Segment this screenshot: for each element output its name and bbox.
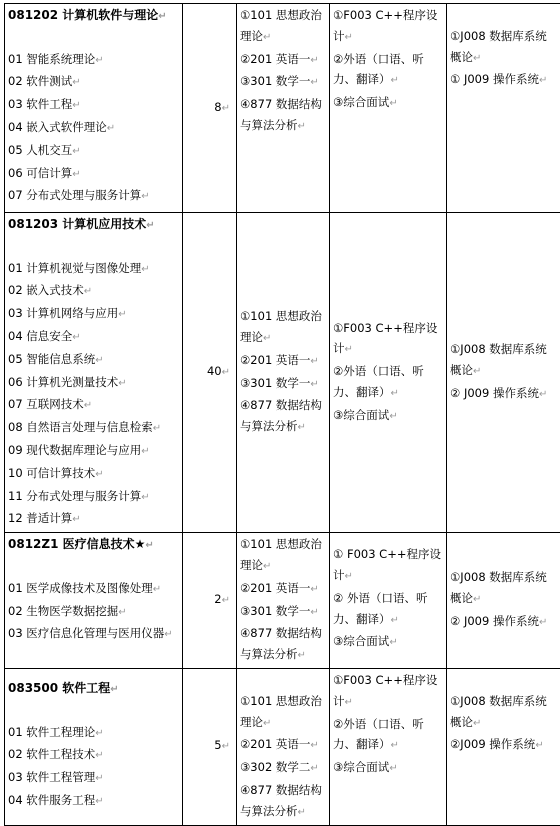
extra-cell (447, 533, 560, 669)
return-mark: ↵ (95, 750, 103, 761)
return-mark: ↵ (345, 344, 353, 355)
direction-item: 01 计算机视觉与图像处理↵ (8, 258, 179, 281)
return-mark: ↵ (539, 75, 547, 86)
return-mark: ↵ (222, 595, 230, 606)
return-mark: ↵ (164, 629, 172, 640)
extra-cell (447, 668, 560, 825)
retest-cell (330, 213, 447, 533)
major-heading: 081202 计算机软件与理论↵ (8, 5, 179, 28)
return-mark: ↵ (72, 332, 80, 343)
return-mark: ↵ (473, 53, 481, 64)
return-mark: ↵ (310, 379, 318, 390)
direction-item: 07 分布式处理与服务计算↵ (8, 185, 179, 208)
return-mark: ↵ (146, 220, 154, 231)
return-mark: ↵ (263, 561, 271, 572)
retest-cell (330, 4, 447, 213)
return-mark: ↵ (84, 286, 92, 297)
quota-cell (183, 213, 237, 533)
return-mark: ↵ (535, 740, 543, 751)
exam-subject: ③301 数学一↵ (240, 601, 326, 624)
return-mark: ↵ (345, 32, 353, 43)
return-mark: ↵ (222, 741, 230, 752)
extra-cell (447, 4, 560, 213)
extra-subject: ①J008 数据库系统概论↵ (450, 567, 557, 611)
return-mark: ↵ (84, 400, 92, 411)
return-mark: ↵ (72, 146, 80, 157)
blank-line (8, 670, 179, 678)
return-mark: ↵ (72, 100, 80, 111)
table-row (5, 4, 560, 213)
direction-item: 04 嵌入式软件理论↵ (8, 117, 179, 140)
blank-line (8, 237, 179, 258)
exam-subject: ②201 英语一↵ (240, 350, 326, 373)
direction-item: 02 软件工程技术↵ (8, 744, 179, 767)
return-mark: ↵ (118, 309, 126, 320)
retest-subject: ② 外语（口语、听力、翻译）↵ (333, 588, 443, 632)
exam-subject: ②201 英语一↵ (240, 578, 326, 601)
quota-count: 5↵ (214, 738, 230, 752)
return-mark: ↵ (153, 584, 161, 595)
return-mark: ↵ (72, 77, 80, 88)
direction-item: 11 分布式处理与服务计算↵ (8, 486, 179, 509)
extra-subject: ①J008 数据库系统概论↵ (450, 691, 557, 735)
exam-subject: ④877 数据结构与算法分析↵ (240, 623, 326, 667)
return-mark: ↵ (310, 356, 318, 367)
table-row (5, 533, 560, 669)
return-mark: ↵ (298, 807, 306, 818)
extra-cell (447, 213, 560, 533)
direction-item: 05 智能信息系统↵ (8, 349, 179, 372)
extra-subject: ①J008 数据库系统概论↵ (450, 339, 557, 383)
retest-subject: ②外语（口语、听力、翻译）↵ (333, 714, 443, 758)
quota-cell (183, 668, 237, 825)
return-mark: ↵ (391, 615, 399, 626)
return-mark: ↵ (263, 333, 271, 344)
exam-subject: ③302 数学二↵ (240, 757, 326, 780)
direction-item: 01 智能系统理论↵ (8, 49, 179, 72)
blank-line (240, 670, 326, 691)
return-mark: ↵ (389, 637, 397, 648)
direction-item: 08 自然语言处理与信息检索↵ (8, 417, 179, 440)
exam-subject: ①101 思想政治理论↵ (240, 306, 326, 350)
direction-item: 06 可信计算↵ (8, 163, 179, 186)
return-mark: ↵ (310, 607, 318, 618)
return-mark: ↵ (539, 617, 547, 628)
retest-subject: ③综合面试↵ (333, 631, 443, 654)
extra-subject: ① J009 操作系统↵ (450, 69, 557, 92)
return-mark: ↵ (263, 32, 271, 43)
retest-subject: ③综合面试↵ (333, 92, 443, 115)
return-mark: ↵ (473, 366, 481, 377)
direction-item: 02 嵌入式技术↵ (8, 280, 179, 303)
blank-line (8, 557, 179, 578)
retest-subject: ①F003 C++程序设计↵ (333, 318, 443, 362)
return-mark: ↵ (95, 796, 103, 807)
return-mark: ↵ (391, 740, 399, 751)
exam-subject: ②201 英语一↵ (240, 734, 326, 757)
quota-cell (183, 4, 237, 213)
return-mark: ↵ (95, 469, 103, 480)
retest-subject: ③综合面试↵ (333, 757, 443, 780)
blank-line (333, 534, 443, 544)
return-mark: ↵ (298, 650, 306, 661)
return-mark: ↵ (391, 388, 399, 399)
direction-item: 06 计算机光测量技术↵ (8, 372, 179, 395)
quota-count: 8↵ (214, 100, 230, 114)
exam-subject: ③301 数学一↵ (240, 373, 326, 396)
return-mark: ↵ (310, 740, 318, 751)
return-mark: ↵ (310, 77, 318, 88)
retest-cell (330, 668, 447, 825)
exam-subject: ④877 数据结构与算法分析↵ (240, 395, 326, 439)
return-mark: ↵ (473, 718, 481, 729)
return-mark: ↵ (141, 264, 149, 275)
retest-subject: ①F003 C++程序设计↵ (333, 5, 443, 49)
major-heading: 083500 软件工程↵ (8, 678, 179, 701)
quota-count: 40↵ (207, 364, 230, 378)
direction-item: 10 可信计算技术↵ (8, 463, 179, 486)
exam-subject: ④877 数据结构与算法分析↵ (240, 94, 326, 138)
retest-subject: ③综合面试↵ (333, 405, 443, 428)
return-mark: ↵ (95, 773, 103, 784)
extra-subject: ①J008 数据库系统概论↵ (450, 26, 557, 70)
return-mark: ↵ (107, 123, 115, 134)
direction-item: 01 软件工程理论↵ (8, 722, 179, 745)
return-mark: ↵ (110, 684, 118, 695)
return-mark: ↵ (389, 411, 397, 422)
major-cell (5, 533, 183, 669)
return-mark: ↵ (118, 378, 126, 389)
direction-item: 07 互联网技术↵ (8, 394, 179, 417)
return-mark: ↵ (345, 697, 353, 708)
direction-item: 12 普适计算↵ (8, 508, 179, 531)
extra-subject: ② J009 操作系统↵ (450, 611, 557, 634)
direction-item: 03 软件工程↵ (8, 94, 179, 117)
exam-cell (237, 533, 330, 669)
return-mark: ↵ (310, 763, 318, 774)
return-mark: ↵ (345, 571, 353, 582)
return-mark: ↵ (298, 422, 306, 433)
blank-line (450, 670, 557, 691)
return-mark: ↵ (141, 492, 149, 503)
exam-subject: ②201 英语一↵ (240, 49, 326, 72)
return-mark: ↵ (389, 98, 397, 109)
return-mark: ↵ (95, 728, 103, 739)
return-mark: ↵ (153, 423, 161, 434)
return-mark: ↵ (473, 594, 481, 605)
direction-item: 05 人机交互↵ (8, 140, 179, 163)
retest-cell (330, 533, 447, 669)
return-mark: ↵ (222, 103, 230, 114)
return-mark: ↵ (391, 75, 399, 86)
blank-line (8, 28, 179, 49)
table-row (5, 213, 560, 533)
program-table (4, 3, 560, 826)
extra-subject: ② J009 操作系统↵ (450, 383, 557, 406)
exam-subject: ①101 思想政治理论↵ (240, 534, 326, 578)
blank-line (8, 701, 179, 722)
return-mark: ↵ (158, 11, 166, 22)
retest-subject: ②外语（口语、听力、翻译）↵ (333, 49, 443, 93)
retest-subject: ① F003 C++程序设计↵ (333, 544, 443, 588)
return-mark: ↵ (389, 763, 397, 774)
major-heading: 0812Z1 医疗信息技术★↵ (8, 534, 179, 557)
return-mark: ↵ (222, 367, 230, 378)
return-mark: ↵ (72, 169, 80, 180)
return-mark: ↵ (141, 191, 149, 202)
exam-subject: ①101 思想政治理论↵ (240, 691, 326, 735)
return-mark: ↵ (298, 121, 306, 132)
return-mark: ↵ (145, 540, 153, 551)
return-mark: ↵ (539, 389, 547, 400)
exam-subject: ④877 数据结构与算法分析↵ (240, 780, 326, 824)
major-cell (5, 213, 183, 533)
exam-subject: ③301 数学一↵ (240, 71, 326, 94)
direction-item: 02 软件测试↵ (8, 71, 179, 94)
return-mark: ↵ (310, 584, 318, 595)
major-heading: 081203 计算机应用技术↵ (8, 214, 179, 237)
direction-item: 09 现代数据库理论与应用↵ (8, 440, 179, 463)
direction-item: 03 软件工程管理↵ (8, 767, 179, 790)
blank-line (450, 5, 557, 26)
direction-item: 04 软件服务工程↵ (8, 790, 179, 813)
exam-cell (237, 4, 330, 213)
retest-subject: ①F003 C++程序设计↵ (333, 670, 443, 714)
return-mark: ↵ (141, 446, 149, 457)
quota-count: 2↵ (214, 592, 230, 606)
return-mark: ↵ (310, 55, 318, 66)
return-mark: ↵ (72, 514, 80, 525)
major-cell (5, 668, 183, 825)
major-cell (5, 4, 183, 213)
quota-cell (183, 533, 237, 669)
exam-subject: ①101 思想政治理论↵ (240, 5, 326, 49)
return-mark: ↵ (95, 55, 103, 66)
return-mark: ↵ (95, 355, 103, 366)
exam-cell (237, 213, 330, 533)
direction-item: 02 生物医学数据挖掘↵ (8, 601, 179, 624)
direction-item: 03 医疗信息化管理与医用仪器↵ (8, 623, 179, 646)
direction-item: 01 医学成像技术及图像处理↵ (8, 578, 179, 601)
exam-cell (237, 668, 330, 825)
return-mark: ↵ (118, 607, 126, 618)
direction-item: 03 计算机网络与应用↵ (8, 303, 179, 326)
direction-item: 04 信息安全↵ (8, 326, 179, 349)
return-mark: ↵ (263, 718, 271, 729)
retest-subject: ②外语（口语、听力、翻译）↵ (333, 361, 443, 405)
table-row (5, 668, 560, 825)
extra-subject: ②J009 操作系统↵ (450, 734, 557, 757)
